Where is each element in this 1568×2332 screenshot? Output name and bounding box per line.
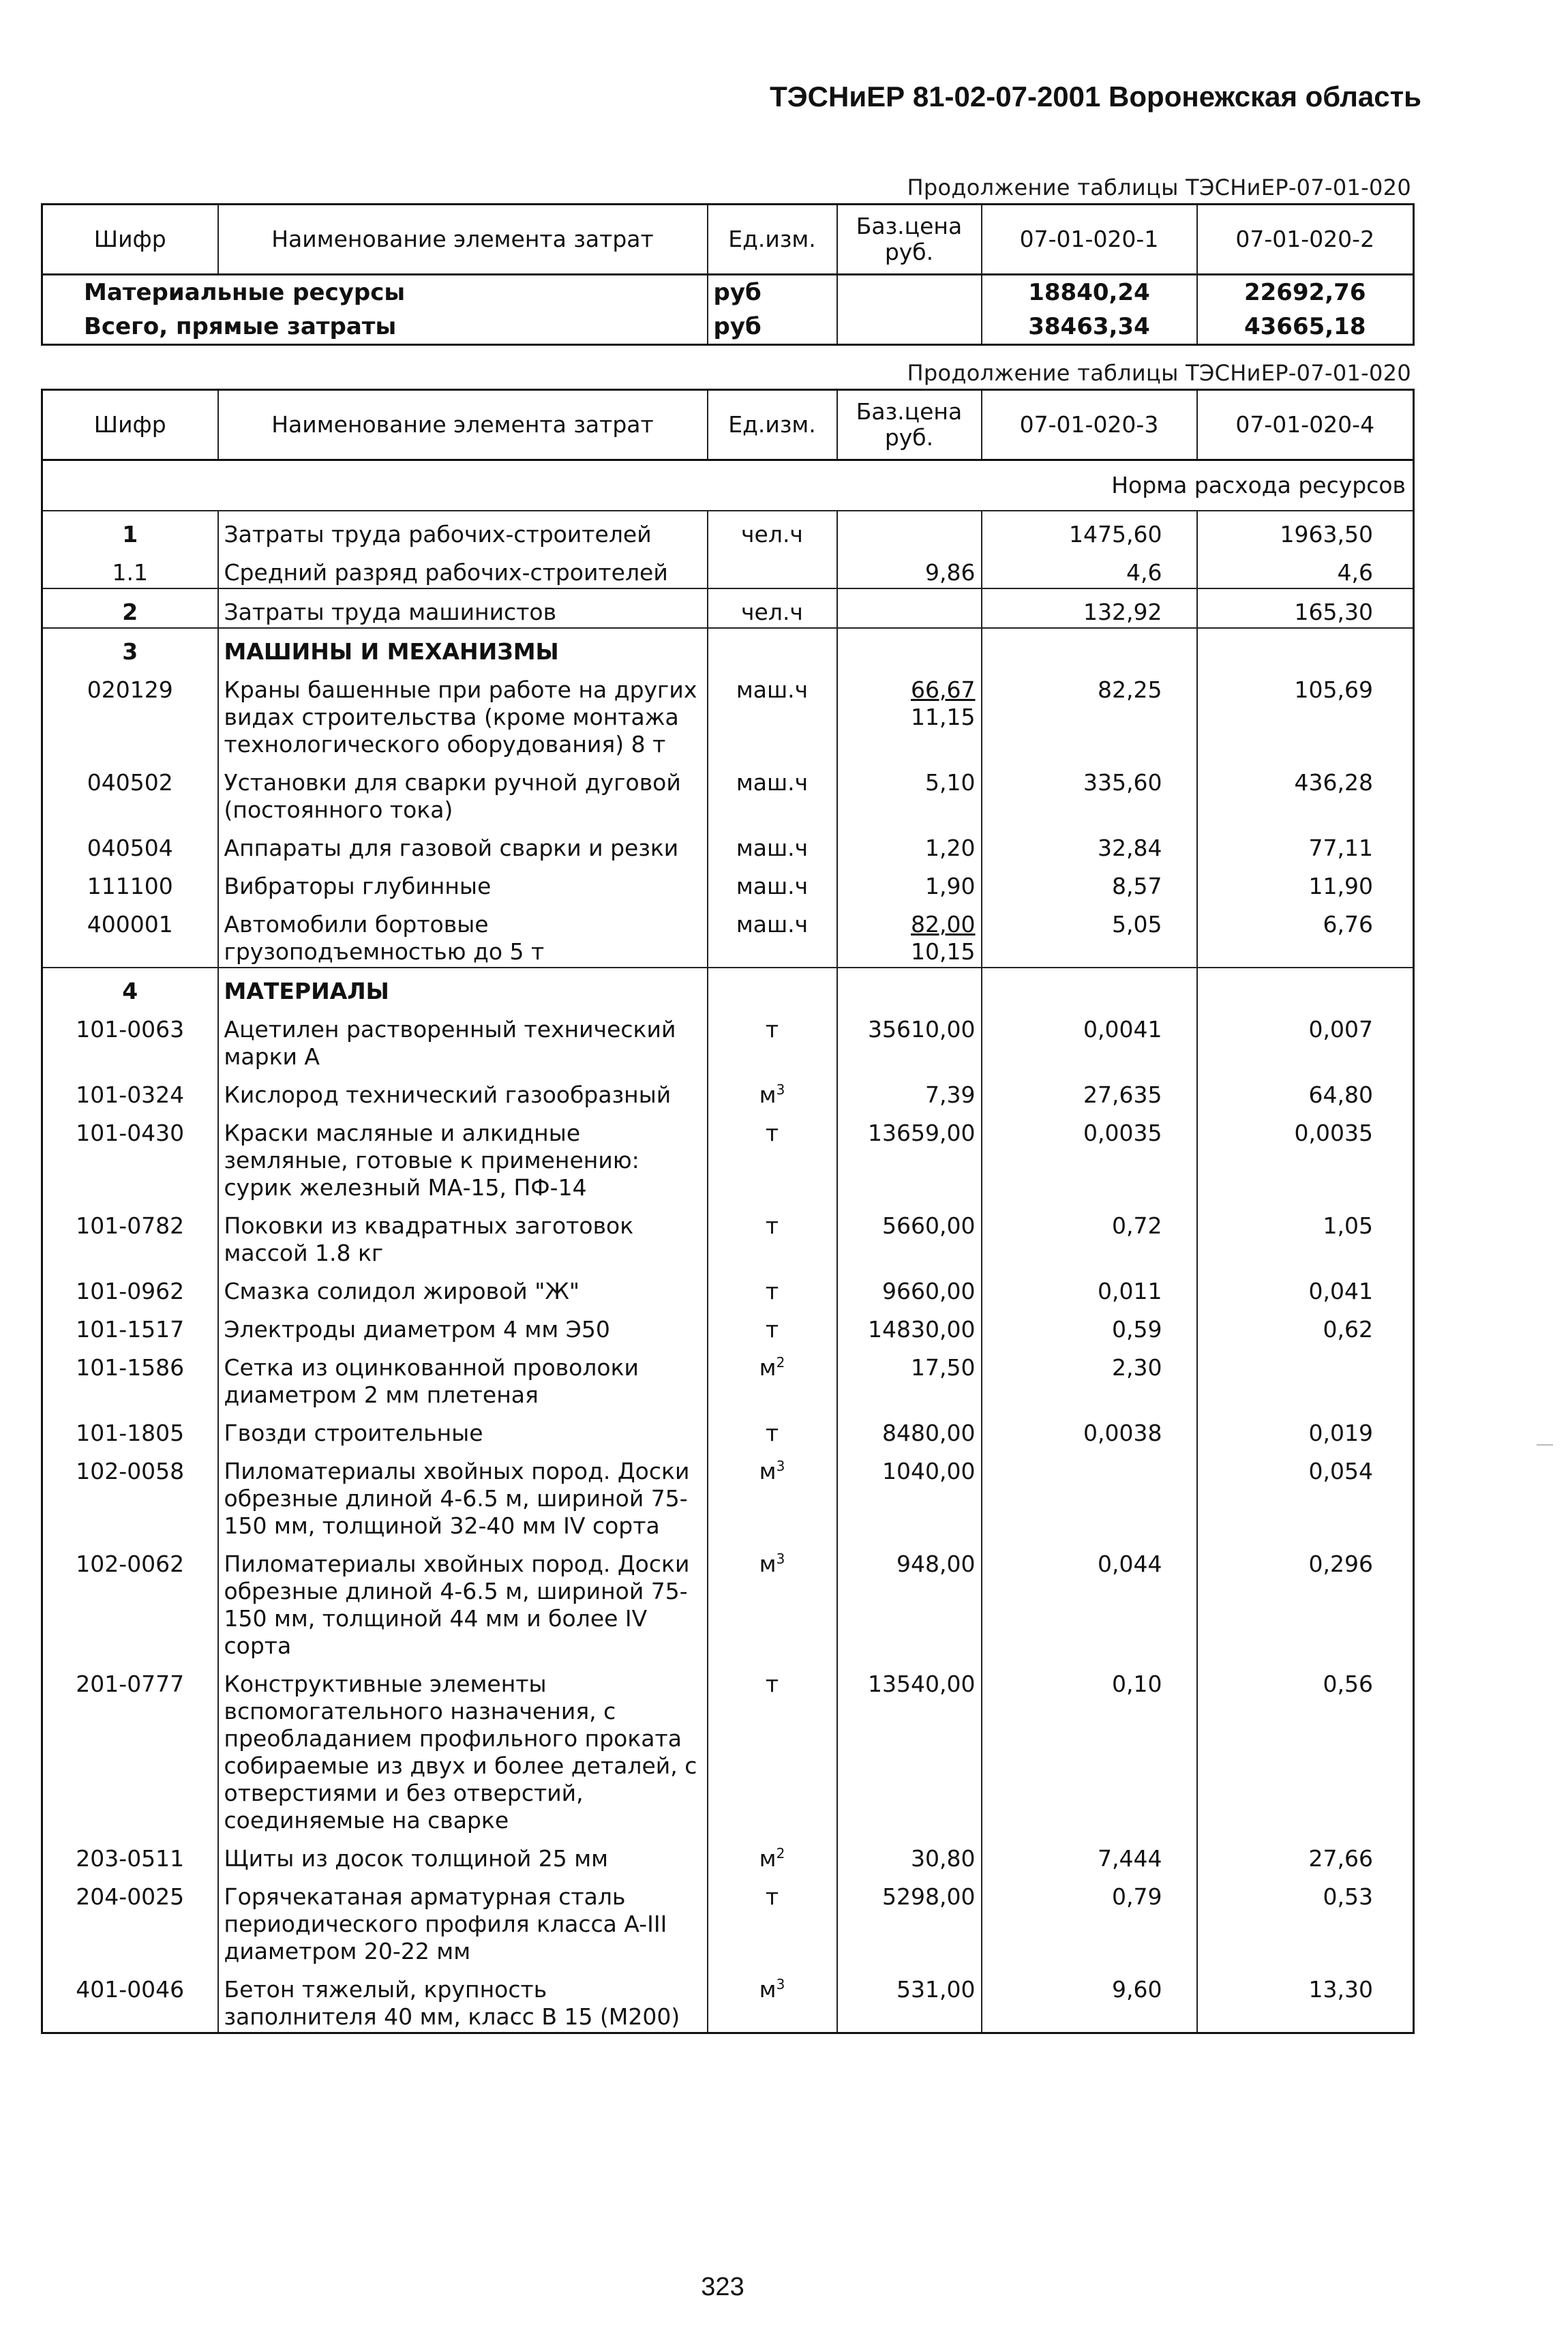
table-row (42, 310, 1414, 345)
table-row (42, 667, 1414, 760)
page-number: 323 (701, 2273, 744, 2301)
norm-label-row (42, 460, 1414, 511)
table-row (42, 1203, 1414, 1268)
row-unit (708, 901, 837, 968)
row-value-2: 105,69 (1197, 667, 1414, 760)
table2-caption: Продолжение таблицы ТЭСНиЕР-07-01-020 (907, 360, 1411, 386)
table-row (42, 550, 1414, 588)
row-name: МАШИНЫ И МЕХАНИЗМЫ (218, 628, 708, 667)
row-value-1: 0,79 (982, 1874, 1197, 1967)
row-name: Конструктивные элементы вспомогательного назначения, с преобладанием профильного проката собираемые из двух и более деталей, с отверстиями и без отверстий, соединяемые на сварке (218, 1661, 708, 1836)
row-value-2: 11,90 (1197, 863, 1414, 901)
row-value-1: 9,60 (982, 1967, 1197, 2033)
col-header-norm-2: 07-01-020-2 (1197, 205, 1414, 275)
row-value-2: 0,0035 (1197, 1110, 1414, 1203)
row-unit-exponent: 3 (776, 1458, 785, 1474)
table-row (42, 901, 1414, 968)
row-value-2: 0,019 (1197, 1410, 1414, 1448)
row-name: Материальные ресурсы (42, 275, 708, 310)
row-name: Вибраторы глубинные (218, 863, 708, 901)
row-name: Средний разряд рабочих-строителей (218, 550, 708, 588)
col-header-name: Наименование элемента затрат (218, 390, 708, 460)
row-value-2 (1197, 1345, 1414, 1410)
table-row (42, 1661, 1414, 1836)
row-price (837, 588, 982, 628)
row-value-1: 132,92 (982, 588, 1197, 628)
row-price-value: 13540,00 (868, 1671, 976, 1697)
row-name: Электроды диаметром 4 мм Э50 (218, 1306, 708, 1345)
row-price (837, 310, 982, 345)
row-value-2: 22692,76 (1197, 275, 1414, 310)
row-code: 101-1586 (42, 1345, 218, 1410)
row-value-1: 38463,34 (982, 310, 1197, 345)
row-unit: руб (708, 275, 837, 310)
row-value-2: 0,041 (1197, 1268, 1414, 1306)
resources-table (41, 389, 1415, 2034)
table-row (42, 825, 1414, 863)
col-header-norm-1: 07-01-020-1 (982, 205, 1197, 275)
row-unit (708, 1203, 837, 1268)
table-row (42, 968, 1414, 1006)
row-price (837, 1836, 982, 1874)
row-unit-text: м (759, 1551, 777, 1577)
row-unit (708, 1306, 837, 1345)
row-name: Кислород технический газообразный (218, 1072, 708, 1110)
row-name: Бетон тяжелый, крупность заполнителя 40 мм, класс В 15 (М200) (218, 1967, 708, 2033)
row-unit-text: м (759, 1081, 777, 1108)
row-price-value: 8480,00 (882, 1420, 976, 1446)
table-row (42, 1110, 1414, 1203)
row-value-1: 4,6 (982, 550, 1197, 588)
table-row (42, 1345, 1414, 1410)
row-price-value: 5,10 (925, 769, 976, 796)
row-price (837, 1448, 982, 1541)
table-row (42, 1006, 1414, 1072)
row-value-2: 27,66 (1197, 1836, 1414, 1874)
table-row (42, 1541, 1414, 1661)
scan-mark (1537, 1444, 1553, 1446)
row-unit-text: т (765, 1016, 779, 1043)
col-header-code: Шифр (42, 390, 218, 460)
row-unit-text: т (765, 1278, 779, 1304)
resources-table-body (42, 511, 1414, 2033)
row-code: 101-0782 (42, 1203, 218, 1268)
table-header-row (42, 390, 1414, 460)
row-unit (708, 1836, 837, 1874)
table-row (42, 1072, 1414, 1110)
row-unit (708, 863, 837, 901)
row-value-2: 0,007 (1197, 1006, 1414, 1072)
row-code: 111100 (42, 863, 218, 901)
row-price-value: 82,00 (911, 911, 976, 938)
row-value-2: 64,80 (1197, 1072, 1414, 1110)
row-unit (708, 825, 837, 863)
row-price (837, 1110, 982, 1203)
table-header-row (42, 205, 1414, 275)
row-value-1: 8,57 (982, 863, 1197, 901)
row-unit-text: маш.ч (736, 676, 809, 703)
row-value-2: 0,054 (1197, 1448, 1414, 1541)
col-header-unit: Ед.изм. (708, 205, 837, 275)
row-name: Щиты из досок толщиной 25 мм (218, 1836, 708, 1874)
row-value-1: 32,84 (982, 825, 1197, 863)
row-code: 101-1805 (42, 1410, 218, 1448)
row-value-2: 13,30 (1197, 1967, 1414, 2033)
row-price (837, 1006, 982, 1072)
row-price (837, 1967, 982, 2033)
row-value-1: 0,10 (982, 1661, 1197, 1836)
col-header-norm-4: 07-01-020-4 (1197, 390, 1414, 460)
table1-caption: Продолжение таблицы ТЭСНиЕР-07-01-020 (907, 175, 1411, 200)
row-name: Установки для сварки ручной дуговой (постоянного тока) (218, 760, 708, 825)
row-code: 201-0777 (42, 1661, 218, 1836)
row-value-2: 0,296 (1197, 1541, 1414, 1661)
row-value-1: 18840,24 (982, 275, 1197, 310)
col-header-name: Наименование элемента затрат (218, 205, 708, 275)
row-name: Краски масляные и алкидные земляные, готовые к применению: сурик железный МА-15, ПФ-14 (218, 1110, 708, 1203)
row-price-value: 948,00 (896, 1551, 976, 1577)
row-price (837, 863, 982, 901)
row-code: 2 (42, 588, 218, 628)
row-unit-text: т (765, 1120, 779, 1146)
row-value-2: 0,56 (1197, 1661, 1414, 1836)
col-header-norm-3: 07-01-020-3 (982, 390, 1197, 460)
row-name: Ацетилен растворенный технический марки А (218, 1006, 708, 1072)
table-row (42, 1967, 1414, 2033)
row-unit-text: чел.ч (741, 599, 803, 625)
row-unit (708, 760, 837, 825)
row-price (837, 628, 982, 667)
row-price (837, 511, 982, 550)
row-code: 102-0062 (42, 1541, 218, 1661)
row-price-value: 66,67 (911, 676, 976, 703)
col-header-unit: Ед.изм. (708, 390, 837, 460)
row-value-2: 165,30 (1197, 588, 1414, 628)
row-name: Горячекатаная арматурная сталь периодического профиля класса A-III диаметром 20-22 мм (218, 1874, 708, 1967)
row-price (837, 1306, 982, 1345)
row-name: Автомобили бортовые грузоподъемностью до 5 т (218, 901, 708, 968)
row-value-1 (982, 1448, 1197, 1541)
row-value-1: 27,635 (982, 1072, 1197, 1110)
row-unit-text: маш.ч (736, 769, 809, 796)
row-name: Затраты труда рабочих-строителей (218, 511, 708, 550)
row-price-value: 5660,00 (882, 1212, 976, 1239)
row-unit-text: чел.ч (741, 521, 803, 548)
row-price (837, 275, 982, 310)
row-code: 101-1517 (42, 1306, 218, 1345)
row-value-1: 0,044 (982, 1541, 1197, 1661)
row-value-1 (982, 628, 1197, 667)
row-price-value: 7,39 (925, 1081, 976, 1108)
row-unit (708, 1110, 837, 1203)
row-code: 102-0058 (42, 1448, 218, 1541)
row-unit (708, 1967, 837, 2033)
row-value-1: 82,25 (982, 667, 1197, 760)
row-price-value: 1040,00 (882, 1458, 976, 1484)
row-value-2 (1197, 968, 1414, 1006)
row-value-1: 2,30 (982, 1345, 1197, 1410)
row-value-1: 0,0038 (982, 1410, 1197, 1448)
row-price-secondary: 10,15 (911, 938, 976, 965)
row-unit-text: м (759, 1976, 777, 2003)
table-row (42, 1448, 1414, 1541)
row-code: 4 (42, 968, 218, 1006)
row-value-2: 0,62 (1197, 1306, 1414, 1345)
row-price-secondary: 11,15 (911, 704, 976, 730)
row-price-value: 1,90 (925, 873, 976, 899)
row-unit (708, 1661, 837, 1836)
row-value-1 (982, 968, 1197, 1006)
row-unit (708, 1072, 837, 1110)
row-unit (708, 628, 837, 667)
row-price-value: 13659,00 (868, 1120, 976, 1146)
row-price-value: 35610,00 (868, 1016, 976, 1043)
row-unit-text: т (765, 1420, 779, 1446)
row-value-1: 0,0035 (982, 1110, 1197, 1203)
row-unit (708, 1448, 837, 1541)
row-name: Пиломатериалы хвойных пород. Доски обрезные длиной 4-6.5 м, шириной 75-150 мм, толщиной 44 мм и более IV сорта (218, 1541, 708, 1661)
row-value-1: 7,444 (982, 1836, 1197, 1874)
row-unit-exponent: 2 (776, 1354, 785, 1371)
row-name: Краны башенные при работе на других видах строительства (кроме монтажа технологического оборудования) 8 т (218, 667, 708, 760)
row-code: 101-0430 (42, 1110, 218, 1203)
col-header-code: Шифр (42, 205, 218, 275)
row-price (837, 825, 982, 863)
row-value-2: 4,6 (1197, 550, 1414, 588)
table-row (42, 511, 1414, 550)
row-value-2 (1197, 628, 1414, 667)
row-unit-text: т (765, 1316, 779, 1343)
row-unit-exponent: 3 (776, 1551, 785, 1567)
row-price (837, 1661, 982, 1836)
row-unit-exponent: 3 (776, 1081, 785, 1098)
row-unit-text: маш.ч (736, 873, 809, 899)
document-title: ТЭСНиЕР 81-02-07-2001 Воронежская область (770, 80, 1421, 113)
row-unit (708, 1874, 837, 1967)
row-value-1: 0,72 (982, 1203, 1197, 1268)
row-value-2: 1963,50 (1197, 511, 1414, 550)
row-unit-text: т (765, 1212, 779, 1239)
row-value-2: 77,11 (1197, 825, 1414, 863)
row-value-1: 1475,60 (982, 511, 1197, 550)
table-row (42, 1836, 1414, 1874)
row-unit (708, 588, 837, 628)
row-price-value: 17,50 (911, 1354, 976, 1381)
row-unit (708, 1006, 837, 1072)
row-unit (708, 1345, 837, 1410)
table-row (42, 1268, 1414, 1306)
row-unit (708, 1410, 837, 1448)
row-unit-exponent: 3 (776, 1976, 785, 1992)
row-price (837, 550, 982, 588)
row-value-2: 436,28 (1197, 760, 1414, 825)
row-name: Аппараты для газовой сварки и резки (218, 825, 708, 863)
table-row (42, 275, 1414, 310)
row-unit (708, 1268, 837, 1306)
table-row (42, 1874, 1414, 1967)
row-value-1: 0,0041 (982, 1006, 1197, 1072)
row-value-1: 335,60 (982, 760, 1197, 825)
col-header-price: Баз.цена руб. (837, 205, 982, 275)
row-unit-text: м (759, 1845, 777, 1872)
row-code: 101-0063 (42, 1006, 218, 1072)
row-price-value: 9660,00 (882, 1278, 976, 1304)
row-price (837, 760, 982, 825)
row-unit (708, 550, 837, 588)
col-header-price: Баз.цена руб. (837, 390, 982, 460)
row-name: Затраты труда машинистов (218, 588, 708, 628)
row-code: 101-0324 (42, 1072, 218, 1110)
table-row (42, 1306, 1414, 1345)
row-value-1: 5,05 (982, 901, 1197, 968)
row-unit (708, 1541, 837, 1661)
row-code: 040504 (42, 825, 218, 863)
row-value-1: 0,011 (982, 1268, 1197, 1306)
row-unit: руб (708, 310, 837, 345)
table-row (42, 760, 1414, 825)
norm-label: Норма расхода ресурсов (42, 460, 1414, 511)
row-unit-text: м (759, 1354, 777, 1381)
row-unit-text: т (765, 1671, 779, 1697)
row-price (837, 1345, 982, 1410)
row-value-1: 0,59 (982, 1306, 1197, 1345)
row-name: Сетка из оцинкованной проволоки диаметром 2 мм плетеная (218, 1345, 708, 1410)
row-price (837, 1072, 982, 1110)
row-code: 1 (42, 511, 218, 550)
row-price (837, 1410, 982, 1448)
row-price-value: 1,20 (925, 835, 976, 861)
row-price-value: 30,80 (911, 1845, 976, 1872)
table-row (42, 1410, 1414, 1448)
row-code: 3 (42, 628, 218, 667)
row-name: Смазка солидол жировой "Ж" (218, 1268, 708, 1306)
row-code: 203-0511 (42, 1836, 218, 1874)
row-value-2: 0,53 (1197, 1874, 1414, 1967)
row-code: 1.1 (42, 550, 218, 588)
row-value-2: 43665,18 (1197, 310, 1414, 345)
row-code: 101-0962 (42, 1268, 218, 1306)
row-name: Гвозди строительные (218, 1410, 708, 1448)
row-price-value: 531,00 (896, 1976, 976, 2003)
row-price-value: 9,86 (925, 559, 976, 586)
row-code: 040502 (42, 760, 218, 825)
summary-table (41, 203, 1415, 346)
row-price-value: 5298,00 (882, 1883, 976, 1910)
row-name: Поковки из квадратных заготовок массой 1.8 кг (218, 1203, 708, 1268)
row-price (837, 1541, 982, 1661)
row-code: 401-0046 (42, 1967, 218, 2033)
row-price-value: 14830,00 (868, 1316, 976, 1343)
row-price (837, 968, 982, 1006)
row-name: Пиломатериалы хвойных пород. Доски обрезные длиной 4-6.5 м, шириной 75-150 мм, толщиной 32-40 мм IV сорта (218, 1448, 708, 1541)
row-price (837, 1203, 982, 1268)
row-value-2: 1,05 (1197, 1203, 1414, 1268)
row-price (837, 901, 982, 968)
row-code: 400001 (42, 901, 218, 968)
row-code: 204-0025 (42, 1874, 218, 1967)
row-unit (708, 667, 837, 760)
row-code: 020129 (42, 667, 218, 760)
row-unit-text: м (759, 1458, 777, 1484)
row-unit-text: маш.ч (736, 911, 809, 938)
row-unit (708, 511, 837, 550)
row-unit-exponent: 2 (776, 1845, 785, 1862)
row-price (837, 1874, 982, 1967)
row-unit-text: маш.ч (736, 835, 809, 861)
table-row (42, 863, 1414, 901)
row-value-2: 6,76 (1197, 901, 1414, 968)
row-name: Всего, прямые затраты (42, 310, 708, 345)
table-row (42, 628, 1414, 667)
row-unit-text: т (765, 1883, 779, 1910)
table-row (42, 588, 1414, 628)
row-price (837, 1268, 982, 1306)
row-name: МАТЕРИАЛЫ (218, 968, 708, 1006)
row-unit (708, 968, 837, 1006)
row-price (837, 667, 982, 760)
